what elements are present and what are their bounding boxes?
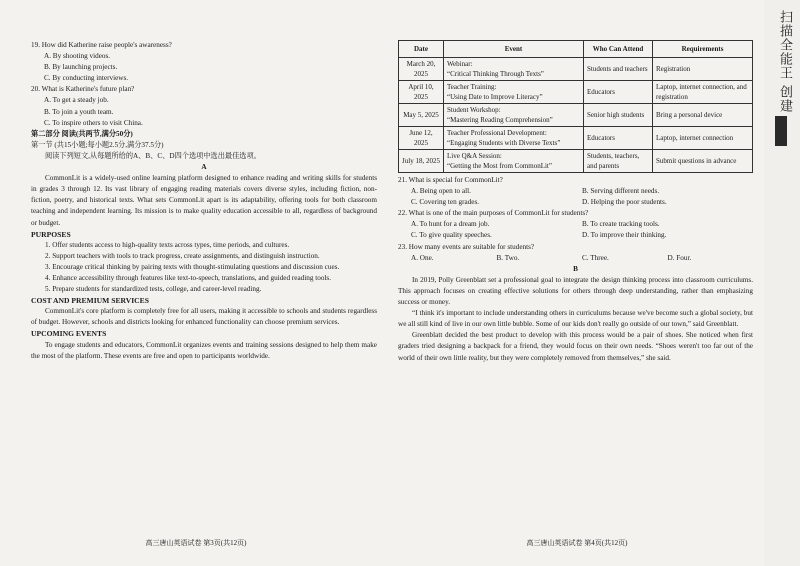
header-requirements: Requirements bbox=[653, 41, 753, 58]
cost-heading: COST AND PREMIUM SERVICES bbox=[31, 296, 149, 306]
purpose-4: 4. Enhance accessibility through features like text-to-speech, translations, and guided reading tools. bbox=[45, 273, 332, 282]
q23-option-a: A. One. bbox=[411, 253, 434, 262]
question-21: 21. What is special for CommonLit? bbox=[398, 176, 503, 184]
header-date: Date bbox=[399, 41, 444, 58]
row-requirements: Bring a personal device bbox=[653, 104, 753, 127]
table-row bbox=[399, 104, 753, 127]
right-page-footer: 高三唐山英语试卷 第4页(共12页) bbox=[526, 539, 628, 547]
row-event bbox=[444, 150, 584, 173]
event-type: Student Workshop: bbox=[447, 106, 501, 114]
header-event: Event bbox=[444, 41, 584, 58]
purpose-2: 2. Support teachers with tools to track progress, create assignments, and distinguish instruction. bbox=[45, 251, 320, 260]
event-title: “Critical Thinking Through Texts” bbox=[447, 70, 544, 78]
q22-option-d: D. To improve their thinking. bbox=[582, 231, 667, 240]
cost-paragraph: CommonLit's core platform is completely free for all users, making it accessible to schools and students regardless of budget. However, schools and districts looking for enhanced functionality can choose premium services. bbox=[31, 307, 377, 327]
table-row bbox=[399, 81, 753, 104]
part-two-heading: 第二部分 阅读(共两节,满分50分) bbox=[31, 129, 133, 138]
q22-option-b: B. To create tracking tools. bbox=[582, 220, 660, 229]
passage-b-label: B bbox=[573, 264, 578, 273]
right-page bbox=[392, 0, 762, 566]
row-who: Senior high students bbox=[584, 104, 653, 127]
question-20: 20. What is Katherine's future plan? bbox=[31, 85, 135, 94]
q20-option-a: A. To get a steady job. bbox=[44, 96, 109, 105]
q19-option-b: B. By launching projects. bbox=[44, 63, 118, 72]
row-event bbox=[444, 81, 584, 104]
row-requirements: Laptop, internet connection bbox=[653, 127, 753, 150]
table-row bbox=[399, 150, 753, 173]
row-who: Educators bbox=[584, 81, 653, 104]
section-one-heading: 第一节 (共15小题;每小题2.5分,满分37.5分) bbox=[31, 140, 164, 149]
row-requirements: Registration bbox=[653, 58, 753, 81]
row-event bbox=[444, 127, 584, 150]
events-heading: UPCOMING EVENTS bbox=[31, 329, 107, 339]
row-date: April 10, 2025 bbox=[399, 81, 444, 104]
qr-code-icon bbox=[775, 116, 787, 146]
passage-b-paragraph-2: “I think it's important to include understanding others in curriculums because we've become such a global society, but we all still kind of live in our own little bubble. Some of our kids don't really go outside of our town,” said Greenblatt. bbox=[398, 309, 753, 329]
q22-options-row1 bbox=[398, 219, 753, 230]
passage-b-paragraph-3: Greenblatt decided the best product to develop with this process would be a pair of shoes. She noticed when first graders tried designing a backpack for a friend, they would focus on their own needs. “Shoes weren't too far out of the world of their own little reality, but they were completely removed from themselves,” she said. bbox=[398, 331, 753, 362]
question-23: 23. How many events are suitable for students? bbox=[398, 242, 535, 251]
row-event bbox=[444, 58, 584, 81]
event-title: “Getting the Most from CommonLit” bbox=[447, 162, 552, 170]
table-row bbox=[399, 58, 753, 81]
q21-option-c: C. Covering ten grades. bbox=[411, 198, 480, 207]
q22-option-c: C. To give quality speeches. bbox=[411, 231, 492, 240]
q21-option-a: A. Being open to all. bbox=[411, 187, 471, 196]
q19-option-a: A. By shooting videos. bbox=[44, 52, 111, 61]
row-who: Educators bbox=[584, 127, 653, 150]
event-type: Live Q&A Session: bbox=[447, 152, 502, 160]
row-who: Students and teachers bbox=[584, 58, 653, 81]
q22-option-a: A. To hunt for a dream job. bbox=[411, 220, 490, 229]
table-row bbox=[399, 127, 753, 150]
event-type: Teacher Professional Development: bbox=[447, 129, 547, 137]
q23-option-d: D. Four. bbox=[667, 253, 692, 262]
event-title: “Engaging Students with Diverse Texts” bbox=[447, 139, 561, 147]
table-header-row bbox=[399, 41, 753, 58]
event-type: Teacher Training: bbox=[447, 83, 497, 91]
left-page-footer: 高三唐山英语试卷 第3页(共12页) bbox=[145, 539, 247, 547]
q23-option-b: B. Two. bbox=[496, 253, 520, 262]
left-column bbox=[31, 40, 377, 362]
row-who: Students, teachers, and parents bbox=[584, 150, 653, 173]
purpose-3: 3. Encourage critical thinking by pairing texts with thought-stimulating questions and discussion cues. bbox=[45, 262, 340, 271]
row-event bbox=[444, 104, 584, 127]
row-requirements: Submit questions in advance bbox=[653, 150, 753, 173]
q20-option-c: C. To inspire others to visit China. bbox=[44, 118, 143, 127]
q21-options-row1 bbox=[398, 186, 753, 197]
row-date: March 20, 2025 bbox=[399, 58, 444, 81]
event-title: “Using Date to Improve Literacy” bbox=[447, 93, 543, 101]
row-date: May 5, 2025 bbox=[399, 104, 444, 127]
q21-option-b: B. Serving different needs. bbox=[582, 187, 660, 196]
right-column bbox=[398, 40, 753, 364]
passage-a-label: A bbox=[201, 163, 207, 172]
question-19: 19. How did Katherine raise people's awareness? bbox=[31, 41, 172, 49]
commonlit-intro: CommonLit is a widely-used online learning platform designed to enhance reading and writing skills for students in grades 3 through 12. Its vast library of engaging reading materials covers diverse styles, including fiction, non-fiction, poetry, and historical texts. What sets CommonLit apart is its adaptability, offering tools for both classroom teaching and independent learning. Its mission is to make quality education accessible to all, regardless of background or budget. bbox=[31, 174, 377, 227]
left-page bbox=[0, 0, 392, 566]
question-22: 22. What is one of the main purposes of CommonLit for students? bbox=[398, 209, 589, 218]
row-date: June 12, 2025 bbox=[399, 127, 444, 150]
q20-option-b: B. To join a youth team. bbox=[44, 107, 114, 116]
purpose-1: 1. Offer students access to high-quality texts across types, time periods, and cultures. bbox=[45, 240, 290, 249]
reading-instruction: 阅读下列短文,从每题所给的A、B、C、D四个选项中选出最佳选项。 bbox=[45, 151, 261, 160]
event-type: Webinar: bbox=[447, 60, 473, 68]
header-who: Who Can Attend bbox=[584, 41, 653, 58]
events-table bbox=[398, 40, 753, 173]
q21-option-d: D. Helping the poor students. bbox=[582, 198, 667, 207]
q22-options-row2 bbox=[398, 230, 753, 241]
events-paragraph: To engage students and educators, CommonLit organizes events and training sessions designed to help them make the most of the platform. These events are free and open to participants worldwide. bbox=[31, 340, 377, 360]
event-title: “Mastering Reading Comprehension” bbox=[447, 116, 553, 124]
scanner-watermark-text: 扫描全能王 创建 bbox=[777, 10, 792, 114]
q21-options-row2 bbox=[398, 197, 753, 208]
purposes-heading: PURPOSES bbox=[31, 229, 71, 239]
purpose-5: 5. Prepare students for standardized tests, college, and career-level reading. bbox=[45, 285, 262, 294]
passage-b-paragraph-1: In 2019, Polly Greenblatt set a professional goal to integrate the design thinking process into classroom curriculums. This approach focuses on creating effective solutions for others through deep understanding, rather than emphasizing success or money. bbox=[398, 275, 753, 307]
row-requirements: Laptop, internet connection, and registration bbox=[653, 81, 753, 104]
q23-option-c: C. Three. bbox=[582, 253, 609, 262]
row-date: July 18, 2025 bbox=[399, 150, 444, 173]
scanner-side-strip bbox=[764, 0, 800, 566]
q19-option-c: C. By conducting interviews. bbox=[44, 74, 129, 83]
q23-options bbox=[398, 253, 753, 264]
